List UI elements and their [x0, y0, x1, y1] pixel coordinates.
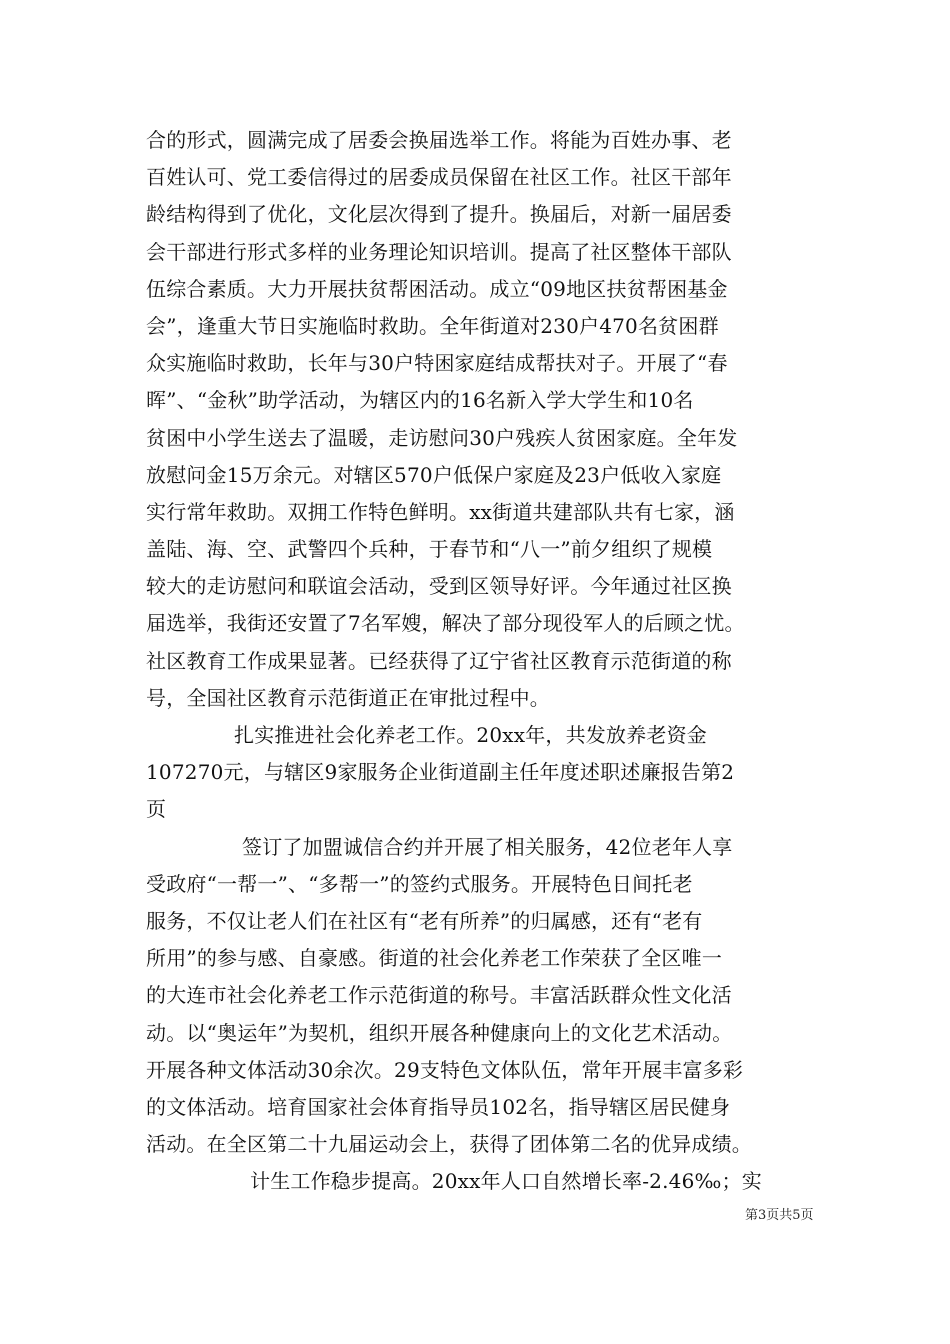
text-line: 晖”、“金秋”助学活动，为辖区内的16名新入学大学生和10名	[146, 388, 694, 413]
text-line: 伍综合素质。大力开展扶贫帮困活动。成立“09地区扶贫帮困基金	[146, 276, 728, 301]
paragraph-start-line: 扎实推进社会化养老工作。20xx年，共发放养老资金	[234, 723, 708, 747]
body-text	[146, 122, 806, 1200]
page-number-footer: 第3页共5页	[745, 1208, 814, 1223]
text-line: 会干部进行形式多样的业务理论知识培训。提高了社区整体干部队	[146, 239, 732, 264]
text-line: 所用”的参与感、自豪感。街道的社会化养老工作荣获了全区唯一	[146, 946, 723, 971]
text-line: 社区教育工作成果显著。已经获得了辽宁省社区教育示范街道的称	[146, 648, 732, 673]
text-line: 的文体活动。培育国家社会体育指导员102名，指导辖区居民健身	[146, 1094, 731, 1119]
text-line: 合的形式，圆满完成了居委会换届选举工作。将能为百姓办事、老	[146, 128, 732, 152]
text-line: 百姓认可、党工委信得过的居委成员保留在社区工作。社区干部年	[146, 165, 732, 190]
text-line: 会”，逢重大节日实施临时救助。全年街道对230户470名贫困群	[146, 313, 719, 338]
paragraph-start-line: 计生工作稳步提高。20xx年人口自然增长率-2.46‰；实	[250, 1169, 762, 1194]
text-line: 放慰问金15万余元。对辖区570户低保户家庭及23户低收入家庭	[146, 462, 722, 487]
text-line: 较大的走访慰问和联谊会活动，受到区领导好评。今年通过社区换	[146, 574, 732, 599]
text-line: 页	[146, 797, 167, 822]
text-line: 盖陆、海、空、武警四个兵种，于春节和“八一”前夕组织了规模	[146, 537, 713, 562]
text-line: 活动。在全区第二十九届运动会上，获得了团体第二名的优异成绩。	[146, 1132, 752, 1157]
text-line: 开展各种文体活动30余次。29支特色文体队伍，常年开展丰富多彩	[146, 1057, 744, 1082]
text-line: 号，全国社区教育示范街道正在审批过程中。	[146, 685, 550, 710]
text-line: 实行常年救助。双拥工作特色鲜明。xx街道共建部队共有七家，涵	[146, 499, 735, 524]
paragraph-start-line: 签订了加盟诚信合约并开展了相关服务，42位老年人享	[242, 834, 733, 859]
text-line: 107270元，与辖区9家服务企业街道副主任年度述职述廉报告第2	[146, 760, 735, 785]
text-line: 届选举，我街还安置了7名军嫂，解决了部分现役军人的后顾之忧。	[146, 611, 745, 636]
text-line: 龄结构得到了优化，文化层次得到了提升。换届后，对新一届居委	[146, 202, 732, 227]
text-line: 的大连市社会化养老工作示范街道的称号。丰富活跃群众性文化活	[146, 983, 732, 1008]
text-line: 服务，不仅让老人们在社区有“老有所养”的归属感，还有“老有	[146, 908, 703, 933]
text-line: 贫困中小学生送去了温暖，走访慰问30户残疾人贫困家庭。全年发	[146, 425, 738, 450]
text-line: 动。以“奥运年”为契机，组织开展各种健康向上的文化艺术活动。	[146, 1020, 733, 1045]
text-line: 众实施临时救助，长年与30户特困家庭结成帮扶对子。开展了“春	[146, 351, 728, 376]
text-line: 受政府“一帮一”、“多帮一”的签约式服务。开展特色日间托老	[146, 871, 693, 896]
